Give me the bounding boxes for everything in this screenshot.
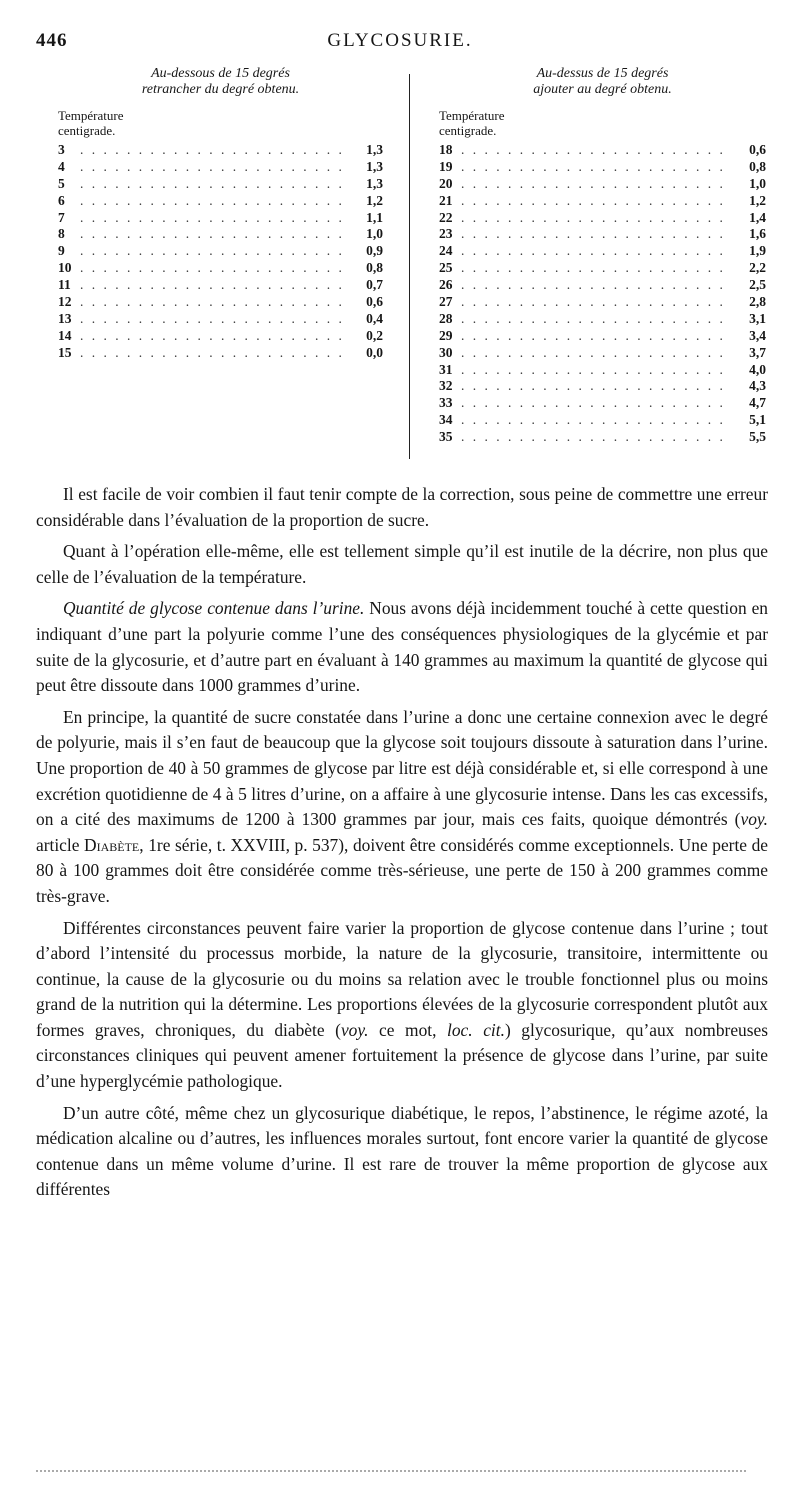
correction-value: 3,1 xyxy=(749,310,766,326)
temperature-value: 18 xyxy=(439,142,453,157)
temperature-value: 31 xyxy=(439,361,453,377)
dot-leader xyxy=(461,311,732,327)
temperature-value: 19 xyxy=(439,158,453,174)
correction-value: 1,1 xyxy=(366,209,383,225)
correction-value: 0,6 xyxy=(366,294,383,310)
temperature-value: 32 xyxy=(439,378,453,394)
table-right-rows xyxy=(439,142,766,446)
dot-leader xyxy=(80,311,349,327)
table-row xyxy=(439,226,766,243)
temperature-value: 28 xyxy=(439,310,453,326)
table-right-temp-label xyxy=(439,108,766,138)
temperature-value: 21 xyxy=(439,192,453,208)
correction-value: 1,4 xyxy=(749,209,766,225)
temperature-value: 29 xyxy=(439,327,453,343)
dot-leader xyxy=(80,260,349,276)
correction-value: 0,8 xyxy=(366,260,383,276)
table-row xyxy=(439,362,766,379)
paragraph-6: D’un autre côté, même chez un glycosurique diabétique, le repos, l’abstinence, le régime azoté, la médication alcaline ou d’autres, les influences morales surtout, font encore varier la quantité de glycose contenue dans un même volume d’urine. Il est rare de trouver la même proportion de glycose aux différentes xyxy=(36,1102,768,1200)
dot-leader xyxy=(461,277,732,293)
paragraph-5 xyxy=(36,916,768,1095)
temperature-value: 26 xyxy=(439,277,453,293)
dot-leader xyxy=(461,193,732,209)
temperature-value: 10 xyxy=(58,260,72,276)
table-above-15 xyxy=(439,66,766,446)
temperature-value: 22 xyxy=(439,209,453,225)
correction-value: 1,3 xyxy=(366,142,383,157)
paragraph-4-diabete: Diabète xyxy=(84,834,140,855)
dot-leader xyxy=(80,345,349,361)
correction-value: 0,9 xyxy=(366,243,383,259)
correction-value: 5,1 xyxy=(749,412,766,428)
correction-value: 0,7 xyxy=(366,277,383,293)
temperature-value: 20 xyxy=(439,175,453,191)
table-row xyxy=(439,395,766,412)
correction-value: 3,4 xyxy=(749,327,766,343)
temperature-value: 6 xyxy=(58,192,65,208)
correction-value: 4,3 xyxy=(749,378,766,394)
paragraph-5-voy: voy. xyxy=(340,1019,369,1040)
table-left-temp-label-line2: centigrade. xyxy=(58,123,116,138)
table-row xyxy=(58,176,383,193)
table-row xyxy=(439,210,766,227)
table-row xyxy=(439,159,766,176)
table-row xyxy=(439,176,766,193)
table-row xyxy=(439,328,766,345)
running-title: GLYCOSURIE. xyxy=(327,30,473,51)
table-row xyxy=(58,277,383,294)
table-row xyxy=(58,260,383,277)
temperature-value: 3 xyxy=(58,142,65,157)
correction-value: 0,8 xyxy=(749,158,766,174)
table-right-caption-line2: ajouter au degré obtenu. xyxy=(533,82,672,97)
temperature-value: 15 xyxy=(58,344,72,360)
paragraph-5-loc-cit: loc. cit. xyxy=(447,1019,505,1040)
page-header xyxy=(36,30,764,60)
table-row xyxy=(439,142,766,159)
dot-leader xyxy=(461,378,732,394)
temperature-value: 9 xyxy=(58,243,65,259)
dot-leader xyxy=(80,243,349,259)
correction-value: 1,2 xyxy=(366,192,383,208)
correction-value: 5,5 xyxy=(749,429,766,445)
correction-value: 0,0 xyxy=(366,344,383,360)
correction-value: 0,4 xyxy=(366,310,383,326)
temperature-value: 14 xyxy=(58,327,72,343)
paragraph-3-text: Nous avons déjà incidemment touché à cette question en indiquant d’une part la polyurie comme l’une des conséquences physiologiques de la glycémie et par suite de la glycosurie, et d’autre part en évaluant à 140 grammes au maximum la quantité de glycose qui peut être dissoute dans 1000 grammes d’urine. xyxy=(36,598,768,696)
paragraph-5-text-c: ) glycosurique, qu’aux nombreuses circonstances cliniques qui peuvent amener fortuitement la présence de glycose dans l’urine, par suite d’une hyperglycémie pathologique. xyxy=(36,1019,768,1092)
bleed-through-trace xyxy=(36,1470,746,1474)
temperature-value: 34 xyxy=(439,412,453,428)
table-left-temp-label-line1: Température xyxy=(58,108,124,123)
correction-value: 2,5 xyxy=(749,277,766,293)
dot-leader xyxy=(80,294,349,310)
table-row xyxy=(58,243,383,260)
correction-value: 2,8 xyxy=(749,294,766,310)
temperature-value: 25 xyxy=(439,260,453,276)
temperature-value: 35 xyxy=(439,429,453,445)
correction-value: 1,0 xyxy=(366,226,383,242)
temperature-value: 33 xyxy=(439,395,453,411)
dot-leader xyxy=(461,395,732,411)
paragraph-5-text-b: ce mot, xyxy=(368,1019,448,1040)
table-row xyxy=(439,378,766,395)
dot-leader xyxy=(80,159,349,175)
correction-value: 1,6 xyxy=(749,226,766,242)
page-number: 446 xyxy=(36,30,68,51)
temperature-value: 27 xyxy=(439,294,453,310)
table-below-15 xyxy=(58,66,383,362)
table-right-temp-label-line1: Température xyxy=(439,108,505,123)
dot-leader xyxy=(80,226,349,242)
section-heading: Quantité de glycose contenue dans l’urine. xyxy=(63,598,365,619)
table-right-caption-line1: Au-dessus de 15 degrés xyxy=(536,66,669,81)
temperature-value: 13 xyxy=(58,310,72,326)
dot-leader xyxy=(461,243,732,259)
table-row xyxy=(58,311,383,328)
dot-leader xyxy=(461,429,732,445)
table-row xyxy=(58,345,383,362)
dot-leader xyxy=(461,142,732,158)
dot-leader xyxy=(461,260,732,276)
paragraph-4-voy: voy. xyxy=(740,809,768,830)
table-row xyxy=(58,193,383,210)
table-row xyxy=(58,294,383,311)
body-text xyxy=(36,482,768,1209)
correction-value: 0,6 xyxy=(749,142,766,157)
correction-value: 1,2 xyxy=(749,192,766,208)
temperature-value: 12 xyxy=(58,294,72,310)
dot-leader xyxy=(80,142,349,158)
table-left-caption-line1: Au-dessous de 15 degrés xyxy=(151,66,290,81)
table-row xyxy=(439,311,766,328)
correction-value: 4,0 xyxy=(749,361,766,377)
dot-leader xyxy=(461,345,732,361)
dot-leader xyxy=(461,328,732,344)
dot-leader xyxy=(461,362,732,378)
table-row xyxy=(58,142,383,159)
paragraph-4-text-b: article xyxy=(36,834,85,855)
correction-value: 1,0 xyxy=(749,175,766,191)
correction-value: 4,7 xyxy=(749,395,766,411)
temperature-value: 8 xyxy=(58,226,65,242)
correction-value: 0,2 xyxy=(366,327,383,343)
paragraph-4-text-c: , 1re série, t. XXVIII, p. 537), doivent être considérés comme exceptionnels. Une perte de 80 à 100 grammes doit être considérée comme très-sérieuse, une perte de 150 à 200 grammes comme très-grave. xyxy=(36,834,769,906)
temperature-value: 4 xyxy=(58,158,65,174)
temperature-value: 23 xyxy=(439,226,453,242)
correction-value: 1,3 xyxy=(366,158,383,174)
table-row xyxy=(439,260,766,277)
table-row xyxy=(439,412,766,429)
dot-leader xyxy=(80,277,349,293)
table-row xyxy=(439,277,766,294)
table-right-temp-label-line2: centigrade. xyxy=(439,123,497,138)
dot-leader xyxy=(461,294,732,310)
correction-value: 1,3 xyxy=(366,175,383,191)
table-row xyxy=(439,193,766,210)
table-left-temp-label xyxy=(58,108,383,138)
dot-leader xyxy=(461,159,732,175)
paragraph-4 xyxy=(36,705,768,910)
table-row xyxy=(58,226,383,243)
correction-value: 2,2 xyxy=(749,260,766,276)
table-left-caption-line2: retrancher du degré obtenu. xyxy=(141,82,300,97)
dot-leader xyxy=(461,412,732,428)
correction-value: 3,7 xyxy=(749,344,766,360)
temperature-value: 7 xyxy=(58,209,65,225)
temperature-value: 30 xyxy=(439,344,453,360)
dot-leader xyxy=(80,328,349,344)
table-row xyxy=(58,328,383,345)
temperature-value: 24 xyxy=(439,243,453,259)
dot-leader xyxy=(461,226,732,242)
dot-leader xyxy=(461,210,732,226)
paragraph-1: Il est facile de voir combien il faut tenir compte de la correction, sous peine de commettre une erreur considérable dans l’évaluation de la proportion de sucre. xyxy=(36,484,768,530)
paragraph-4-text-a: En principe, la quantité de sucre constatée dans l’urine a donc une certaine connexion avec le degré de polyurie, mais il s’en faut de beaucoup que la glycose soit toujours dissoute à saturation dans l’urine. Une proportion de 40 à 50 grammes de glycose par litre est déjà considérable et, si elle correspond à une excrétion quotidienne de 4 à 5 litres d’urine, on a affaire à une glycosurie intense. Dans les cas excessifs, on a cité des maximums de 1200 à 1300 grammes par jour, mais ces faits, quoique démontrés ( xyxy=(36,706,768,830)
table-row xyxy=(439,243,766,260)
table-left-rows xyxy=(58,142,383,362)
column-divider xyxy=(409,74,410,459)
table-row xyxy=(58,210,383,227)
dot-leader xyxy=(80,176,349,192)
temperature-value: 11 xyxy=(58,277,71,293)
table-row xyxy=(439,345,766,362)
dot-leader xyxy=(80,210,349,226)
temperature-value: 5 xyxy=(58,175,65,191)
paragraph-2: Quant à l’opération elle-même, elle est tellement simple qu’il est inutile de la décrire, non plus que celle de l’évaluation de la température. xyxy=(36,541,768,587)
correction-tables xyxy=(36,66,768,466)
dot-leader xyxy=(461,176,732,192)
correction-value: 1,9 xyxy=(749,243,766,259)
paragraph-3 xyxy=(36,596,768,698)
table-row xyxy=(58,159,383,176)
table-row xyxy=(439,294,766,311)
table-row xyxy=(439,429,766,446)
dot-leader xyxy=(80,193,349,209)
paragraph-5-text-a: Différentes circonstances peuvent faire varier la proportion de glycose contenue dans l’urine ; tout d’abord l’intensité du processus morbide, la nature de la glycosurie, transitoire, intermittente ou continue, la cause de la glycosurie ou du moins sa relation avec le trouble fonctionnel plus ou moins grand de la nutrition qui la détermine. Les proportions élevées de la glycosurie correspondent plutôt aux formes graves, chroniques, du diabète ( xyxy=(36,917,768,1040)
